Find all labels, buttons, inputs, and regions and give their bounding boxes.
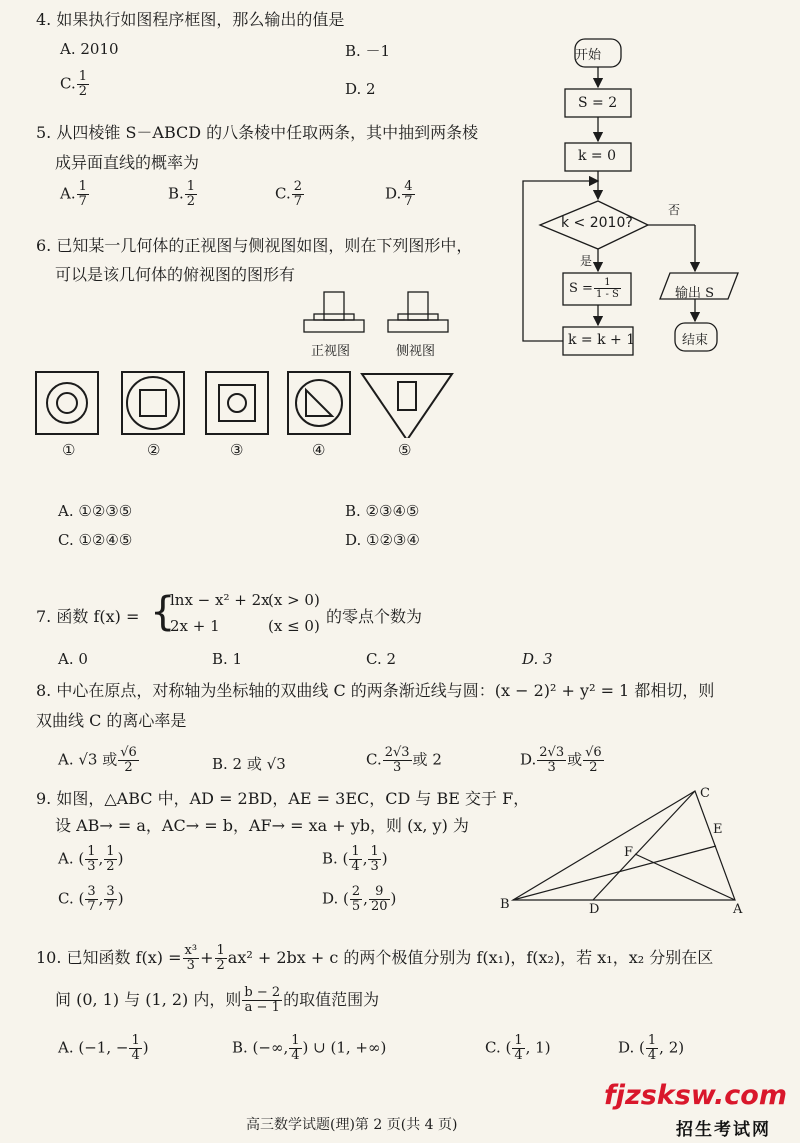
q7-prefix: 7. 函数 f(x) =	[36, 607, 140, 626]
q9-option-d: D. ( $\frac{2}{5}$ , $\frac{9}{20}$ )	[322, 884, 397, 914]
q9-option-c: C. ( $\frac{3}{7}$ , $\frac{3}{7}$ )	[58, 884, 124, 914]
q7-case1: lnx − x² + 2x	[170, 591, 270, 609]
front-view-label: 正视图	[311, 344, 351, 359]
q8-stem-line1: 8. 中心在原点，对称轴为坐标轴的双曲线 C 的两条渐近线与圆：(x − 2)² + y² = 1 都相切，则	[36, 681, 715, 700]
q6-option-b: B. ②③④⑤	[345, 502, 420, 520]
marker-1: ①	[62, 441, 76, 459]
q9-stem-line1: 9. 如图，△ABC 中，AD = 2BD，AE = 3EC，CD 与 BE 交于 F，	[36, 789, 530, 808]
q6-option-c: C. ①②④⑤	[58, 531, 133, 549]
option-1-shape	[36, 372, 98, 434]
q10-stem-line2: 间 (0, 1) 与 (1, 2) 内，则 $\frac{b - 2}{a - 1}$ 的取值范围为	[55, 985, 380, 1015]
q10-option-b: B. (−∞, $\frac{1}{4}$ ) ∪ (1, +∞)	[232, 1033, 387, 1063]
q4-option-d: D. 2	[345, 80, 376, 98]
q6-stem-line2: 可以是该几何体的俯视图的图形有	[55, 265, 296, 284]
option-5-shape	[362, 374, 452, 438]
q8-option-c: C. $\frac{2√3}{3}$ 或 2	[366, 745, 442, 775]
q8-stem-line2: 双曲线 C 的离心率是	[36, 711, 187, 730]
q10-stem-line1: 10. 已知函数 f(x) = $\frac{\text{x³}}{3}$ + $\frac{1}{2}$ ax² + 2bx + c 的两个极值分别为 f(x₁)，f(x₂)，若 x₁，x₂ 分别在区	[36, 943, 714, 973]
q7-suffix: 的零点个数为	[326, 607, 423, 626]
q5-option-c: C. $\frac{2}{7}$	[275, 179, 302, 209]
page-footer: 高三数学试题(理)第 2 页(共 4 页)	[246, 1117, 458, 1133]
q7-option-b: B. 1	[212, 650, 243, 668]
q7-option-a: A. 0	[58, 650, 88, 668]
q9-stem-line2: 设 AB→ = a，AC→ = b，AF→ = xa + yb，则 (x, y) 为	[55, 816, 469, 835]
three-view-figure	[300, 288, 470, 336]
point-c-label: C	[700, 786, 710, 801]
flow-output-label: 输出 S	[675, 286, 715, 301]
point-a-label: A	[733, 902, 743, 917]
option-3-shape	[206, 372, 268, 434]
watermark-sub: 招生考试网	[676, 1120, 771, 1140]
option-2-shape	[122, 372, 184, 434]
q4-option-b: B. －1	[345, 42, 391, 60]
marker-4: ④	[312, 441, 326, 459]
q10-option-a: A. (−1, − $\frac{1}{4}$ )	[58, 1033, 149, 1063]
q5-option-d: D. $\frac{4}{7}$	[385, 179, 413, 209]
q5-stem-line2: 成异面直线的概率为	[55, 153, 200, 172]
q7-cond2: (x ≤ 0)	[268, 617, 320, 635]
q7-option-d: D. 3	[522, 650, 553, 668]
flow-end-label: 结束	[682, 333, 709, 348]
point-e-label: E	[713, 822, 723, 837]
q7-option-c: C. 2	[366, 650, 397, 668]
top-view-options	[30, 368, 470, 438]
q5-option-a: A. $\frac{1}{7}$	[60, 179, 87, 209]
flow-k-init-label: k = 0	[578, 148, 617, 164]
flow-s-init-label: S = 2	[578, 95, 618, 111]
point-d-label: D	[589, 902, 600, 917]
q9-option-b: B. ( $\frac{1}{4}$ , $\frac{1}{3}$ )	[322, 844, 388, 874]
flow-k-update-label: k = k + 1	[568, 332, 636, 348]
q10-option-d: D. ( $\frac{1}{4}$ , 2)	[618, 1033, 685, 1063]
q6-stem-line1: 6. 已知某一几何体的正视图与侧视图如图，则在下列图形中，	[36, 236, 473, 255]
q8-option-a: A. √3 或 $\frac{√6}{2}$	[58, 745, 137, 775]
point-f-label: F	[624, 845, 634, 860]
q7-case2: 2x + 1	[170, 617, 220, 635]
marker-2: ②	[147, 441, 161, 459]
marker-5: ⑤	[398, 441, 412, 459]
q9-option-a: A. ( $\frac{1}{3}$ , $\frac{1}{2}$ )	[58, 844, 124, 874]
q5-option-b: B. $\frac{1}{2}$	[168, 179, 196, 209]
q5-stem-line1: 5. 从四棱锥 S－ABCD 的八条棱中任取两条，其中抽到两条棱	[36, 123, 479, 142]
side-view-label: 侧视图	[396, 344, 436, 359]
flow-no-label: 否	[668, 203, 681, 217]
q8-option-d: D. $\frac{2√3}{3}$ 或 $\frac{√6}{2}$	[520, 745, 602, 775]
point-b-label: B	[500, 897, 510, 912]
flow-condition-label: k < 2010?	[561, 215, 633, 231]
marker-3: ③	[230, 441, 244, 459]
q6-option-d: D. ①②③④	[345, 531, 420, 549]
flowchart	[515, 35, 775, 375]
q10-option-c: C. ( $\frac{1}{4}$ , 1)	[485, 1033, 551, 1063]
q8-option-b: B. 2 或 √3	[212, 755, 286, 773]
flow-start-label: 开始	[575, 48, 602, 63]
watermark-brand: fjzsksw.com	[604, 1080, 787, 1111]
flow-s-update-label: S = $\frac{1}{1 - S}$	[569, 277, 619, 300]
q7-cond1: (x > 0)	[268, 591, 320, 609]
q7-brace: {	[150, 589, 176, 635]
q4-option-c: C. $\frac{1}{2}$	[60, 69, 87, 99]
q6-option-a: A. ①②③⑤	[58, 502, 133, 520]
q4-stem: 4. 如果执行如图程序框图，那么输出的值是	[36, 10, 345, 29]
q4-option-a: A. 2010	[60, 40, 119, 58]
flow-yes-label: 是	[580, 254, 593, 268]
